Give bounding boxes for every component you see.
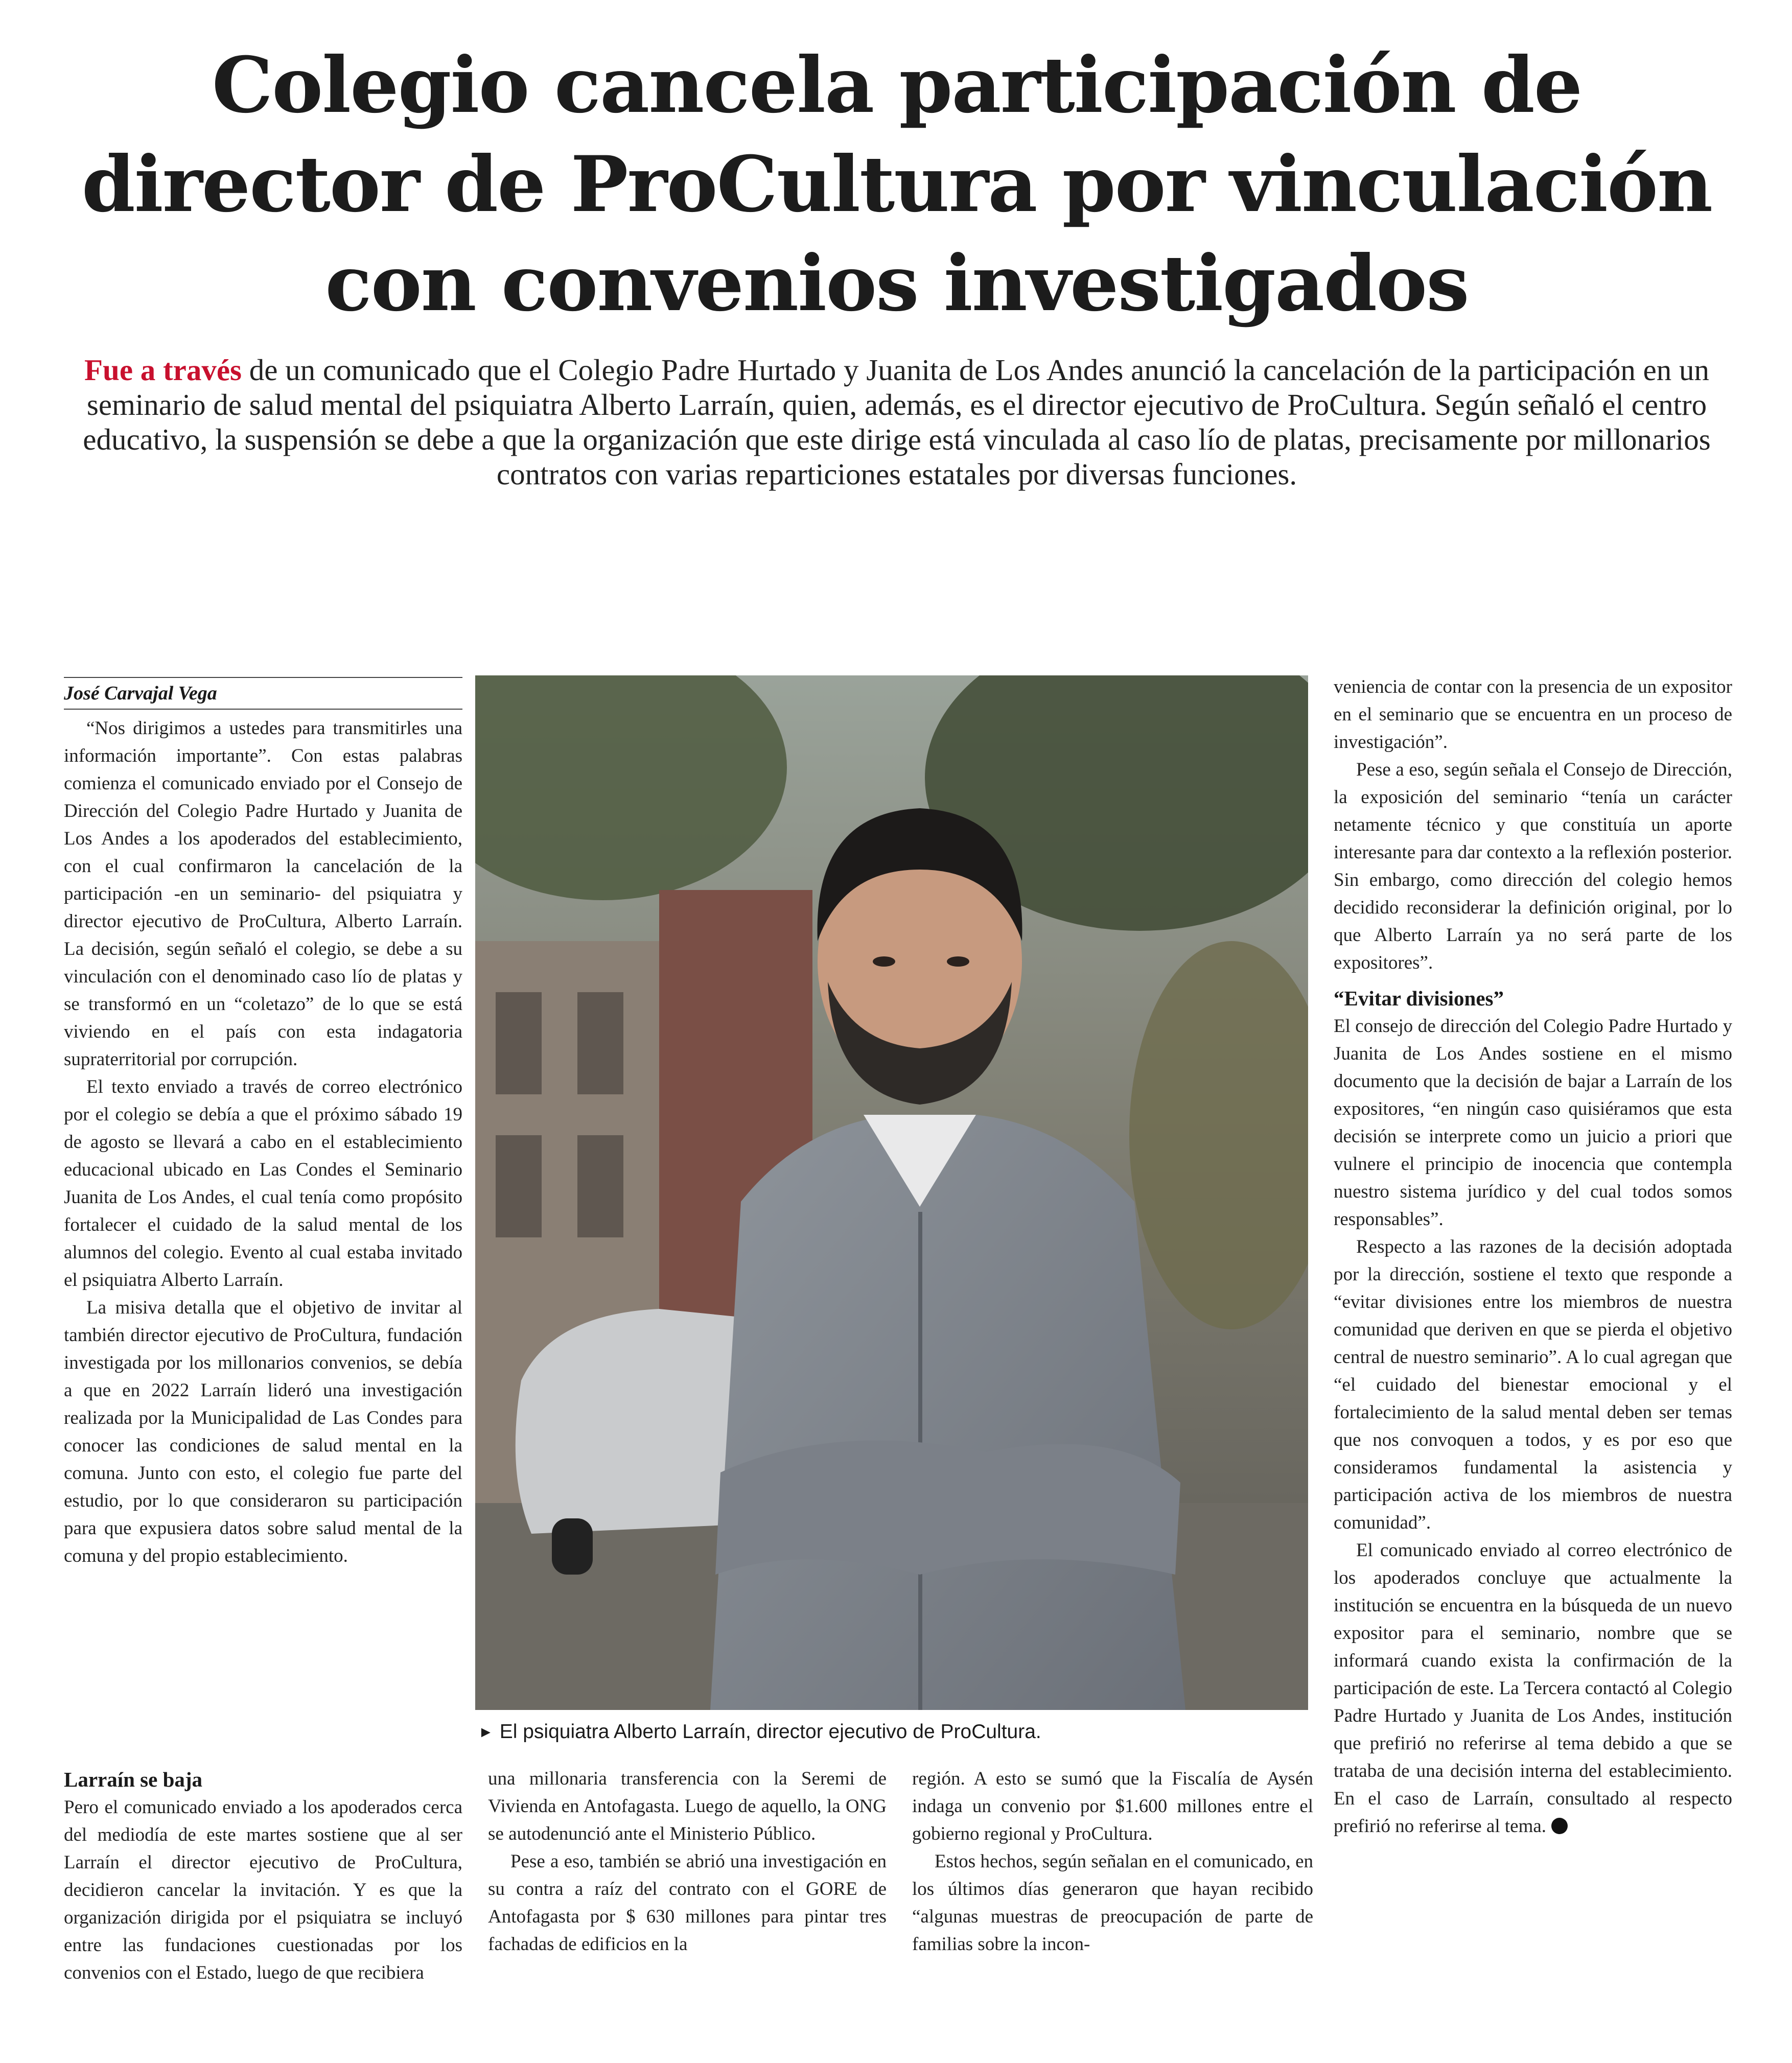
col1-paragraph-3: La misiva detalla que el objetivo de invitar al también director ejecutivo de ProCultura, fundación investigada por los millonarios convenios, se debía a que en 2022 Larraín lideró una investigación realizada por la Municipalidad de Las Condes para conocer las condiciones de salud mental en la comuna. Junto con esto, el colegio fue parte del estudio, por lo que consideraron su participación para que expusiera datos sobre salud mental de la comuna y del propio establecimiento.: [64, 1297, 462, 1566]
caption-arrow-icon: ►: [478, 1724, 494, 1741]
article-column-1-bottom: [64, 1765, 462, 2041]
lead-kicker: Fue a través: [84, 353, 242, 387]
article-column-3: [912, 1765, 1313, 2041]
end-of-article-icon: [1551, 1818, 1568, 1834]
photo-caption: [478, 1719, 1311, 1745]
col2-paragraph-2: Pese a eso, también se abrió una investigación en su contra a raíz del contrato con el GORE de Antofagasta por $ 630 millones para pintar tres fachadas de edificios en la: [488, 1851, 887, 1955]
subhead-evitar-divisiones: “Evitar divisiones”: [1334, 987, 1504, 1010]
lead-paragraph: [66, 353, 1727, 491]
col3-paragraph-1: región. A esto se sumó que la Fiscalía de Aysén indaga un convenio por $1.600 millones entre el gobierno regional y ProCultura.: [912, 1768, 1313, 1844]
col2-paragraph-1: una millonaria transferencia con la Seremi de Vivienda en Antofagasta. Luego de aquello, la ONG se autodenunció ante el Ministerio Público.: [488, 1768, 887, 1844]
subhead-larrain-se-baja: Larraín se baja: [64, 1768, 203, 1791]
col4-paragraph-2: Pese a eso, según señala el Consejo de Dirección, la exposición del seminario “tenía un carácter netamente técnico y que constituía un aporte interesante para dar contexto a la reflexión posterior. Sin embargo, como dirección del colegio hemos decidido reconsiderar la definición original, por lo que Alberto Larraín ya no será parte de los expositores”.: [1334, 759, 1732, 973]
portrait-photo-illustration: [475, 675, 1308, 1710]
article-column-2: [488, 1765, 887, 2041]
headline: Colegio cancela participación de director de ProCultura por vinculación con convenios investigados: [81, 40, 1712, 329]
article-column-4: [1334, 673, 1732, 1840]
col1-paragraph-1: “Nos dirigimos a ustedes para transmitirles una información importante”. Con estas palabras comienza el comunicado enviado por el Consejo de Dirección del Colegio Padre Hurtado y Juanita de Los Andes a los apoderados del establecimiento, con el cual confirmaron la cancelación de la participación -en un seminario- del psiquiatra y director ejecutivo de ProCultura, Alberto Larraín. La decisión, según señaló el colegio, se debe a su vinculación con el denominado caso lío de platas y se transformó en un “coletazo” de lo que se está viviendo en el país con esta indagatoria supraterritorial por corrupción.: [64, 718, 462, 1070]
col4-paragraph-5-text: El comunicado enviado al correo electrónico de los apoderados concluye que actualmente la institución se encuentra en la búsqueda de un nuevo expositor para el seminario, nombre que se informará cuando exista la confirmación de la participación de este. La Tercera contactó al Colegio Padre Hurtado y Juanita de Los Andes, institución que prefirió no referirse al tema debido a que se trataba de una decisión interna del establecimiento. En el caso de Larraín, consultado al respecto prefirió no referirse al tema.: [1334, 1540, 1732, 1837]
col4-paragraph-5: [1334, 1537, 1732, 1840]
lead-text: de un comunicado que el Colegio Padre Hurtado y Juanita de Los Andes anunció la cancelación de la participación en un seminario de salud mental del psiquiatra Alberto Larraín, quien, además, es el director ejecutivo de ProCultura. Según señaló el centro educativo, la suspensión se debe a que la organización que este dirige está vinculada al caso lío de platas, precisamente por millonarios contratos con varias reparticiones estatales por diversas funciones.: [83, 353, 1711, 491]
article-column-1: [64, 677, 462, 1570]
byline: José Carvajal Vega: [64, 677, 462, 710]
article-photo: [475, 675, 1308, 1710]
col1-paragraph-2: El texto enviado a través de correo electrónico por el colegio se debía a que el próximo sábado 19 de agosto se llevará a cabo en el establecimiento educacional ubicado en Las Condes el Seminario Juanita de Los Andes, el cual tenía como propósito fortalecer el cuidado de la salud mental de los alumnos del colegio. Evento al cual estaba invitado el psiquiatra Alberto Larraín.: [64, 1076, 462, 1291]
col4-paragraph-3: El consejo de dirección del Colegio Padre Hurtado y Juanita de Los Andes sostiene en el mismo documento que la decisión de bajar a Larraín de los expositores, “en ningún caso quisiéramos que esta decisión se interprete como un juicio a priori que vulnere el principio de inocencia que contempla nuestro sistema jurídico y del cual todos somos responsables”.: [1334, 1016, 1732, 1230]
col1-paragraph-4: Pero el comunicado enviado a los apoderados cerca del mediodía de este martes sostiene que al ser Larraín el director ejecutivo de ProCultura, decidieron cancelar la invitación. Y es que la organización dirigida por el psiquiatra se incluyó entre las fundaciones cuestionadas por los convenios con el Estado, luego de que recibiera: [64, 1797, 462, 1983]
col3-paragraph-2: Estos hechos, según señalan en el comunicado, en los últimos días generaron que hayan recibido “algunas muestras de preocupación de parte de familias sobre la incon-: [912, 1851, 1313, 1955]
col4-paragraph-4: Respecto a las razones de la decisión adoptada por la dirección, sostiene el texto que responde a “evitar divisiones entre los miembros de nuestra comunidad que deriven en que se pierda el objetivo central de nuestro seminario”. A lo cual agregan que “el cuidado del bienestar emocional y el fortalecimiento de la salud mental deben ser temas que nos convoquen a todos, y es por eso que consideramos fundamental la asistencia y participación activa de los miembros de nuestra comunidad”.: [1334, 1236, 1732, 1533]
col4-paragraph-1: veniencia de contar con la presencia de un expositor en el seminario que se encuentra en un proceso de investigación”.: [1334, 676, 1732, 753]
caption-text: El psiquiatra Alberto Larraín, director ejecutivo de ProCultura.: [499, 1721, 1041, 1743]
